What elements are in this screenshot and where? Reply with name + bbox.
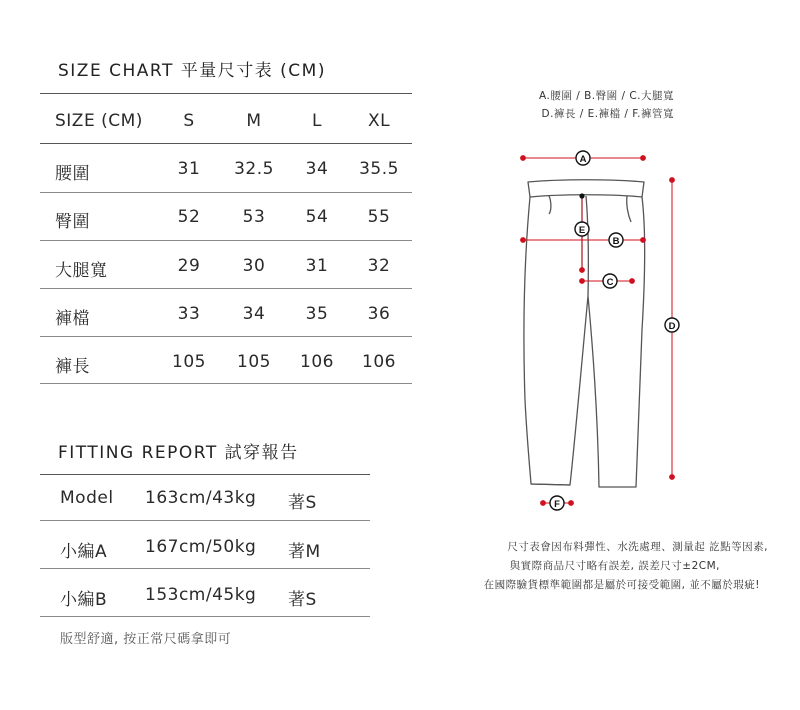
marker-a-label: A — [579, 154, 587, 165]
table-cell: 32 — [367, 256, 391, 276]
fitting-report-title: FITTING REPORT 試穿報告 — [58, 443, 299, 463]
row-label-thigh: 大腿寬 — [55, 261, 108, 281]
button-dot — [579, 193, 584, 198]
fit-size: 著S — [288, 590, 317, 610]
fit-name: 小編B — [60, 590, 108, 610]
header-xl: XL — [367, 111, 391, 131]
fit-name: Model — [60, 488, 114, 508]
marker-c-label: C — [606, 277, 614, 288]
fit-body: 167cm/50kg — [145, 537, 257, 557]
table-cell: 30 — [242, 256, 266, 276]
table-cell: 52 — [177, 207, 201, 227]
fit-size: 著M — [288, 542, 321, 562]
table-cell: 33 — [177, 304, 201, 324]
divider — [40, 288, 412, 289]
divider — [40, 616, 370, 617]
fit-body: 153cm/45kg — [145, 585, 257, 605]
size-chart-title: SIZE CHART 平量尺寸表 (CM) — [58, 61, 326, 81]
table-cell: 106 — [362, 352, 396, 372]
marker-f — [550, 496, 564, 510]
table-cell: 35 — [305, 304, 329, 324]
table-cell: 35.5 — [359, 159, 399, 179]
table-cell: 31 — [177, 159, 201, 179]
marker-b-label: B — [612, 236, 620, 247]
divider — [40, 143, 412, 144]
row-label-rise: 褲檔 — [55, 309, 90, 329]
fit-note: 版型舒適, 按正常尺碼拿即可 — [60, 632, 232, 647]
header-m: M — [246, 111, 262, 131]
marker-a — [576, 151, 590, 165]
table-cell: 55 — [367, 207, 391, 227]
row-label-hip: 臀圍 — [55, 212, 90, 232]
divider — [40, 568, 370, 569]
row-label-waist: 腰圍 — [55, 164, 90, 184]
fit-size: 著S — [288, 493, 317, 513]
header-s: S — [183, 111, 195, 131]
marker-e-label: E — [578, 225, 586, 236]
row-label-length: 褲長 — [55, 357, 90, 377]
divider — [40, 240, 412, 241]
divider — [40, 336, 412, 337]
divider — [40, 383, 412, 384]
disclaimer-line1: 尺寸表會因布料彈性、水洗處理、測量起 訖點等因素, — [507, 541, 768, 553]
table-cell: 53 — [242, 207, 266, 227]
pants-measurement-diagram — [500, 140, 700, 520]
header-l: L — [312, 111, 322, 131]
table-cell: 32.5 — [234, 159, 274, 179]
table-cell: 105 — [172, 352, 206, 372]
divider — [40, 520, 370, 521]
fit-body: 163cm/43kg — [145, 488, 257, 508]
marker-c — [603, 274, 617, 288]
table-cell: 29 — [177, 256, 201, 276]
marker-d — [665, 318, 679, 332]
marker-b — [609, 233, 623, 247]
table-cell: 106 — [300, 352, 334, 372]
table-cell: 105 — [237, 352, 271, 372]
table-cell: 34 — [305, 159, 329, 179]
table-cell: 34 — [242, 304, 266, 324]
marker-f-label: F — [554, 499, 560, 510]
header-size-label: SIZE (CM) — [55, 111, 143, 131]
fit-name: 小編A — [60, 542, 108, 562]
marker-d-label: D — [668, 321, 676, 332]
table-cell: 54 — [305, 207, 329, 227]
marker-e — [575, 222, 589, 236]
divider — [40, 192, 412, 193]
divider — [40, 93, 412, 94]
divider — [40, 474, 370, 475]
diagram-legend-line1: A.腰圍 / B.臀圍 / C.大腿寬 — [539, 90, 674, 102]
diagram-legend-line2: D.褲長 / E.褲檔 / F.褲管寬 — [541, 108, 674, 120]
disclaimer-line3: 在國際驗貨標準範圍都是屬於可接受範圍, 並不屬於瑕疵! — [483, 579, 760, 591]
disclaimer-line2: 與實際商品尺寸略有誤差, 誤差尺寸±2CM, — [509, 560, 720, 572]
table-cell: 36 — [367, 304, 391, 324]
table-cell: 31 — [305, 256, 329, 276]
